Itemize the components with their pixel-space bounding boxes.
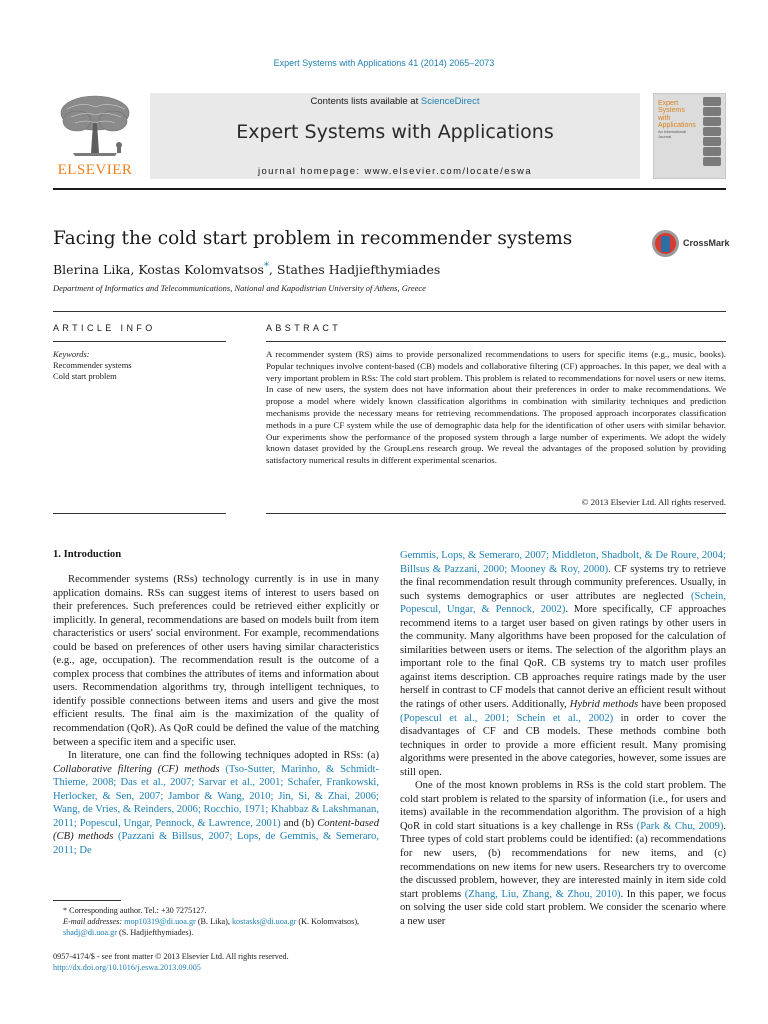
article-info-heading: ARTICLE INFO (53, 323, 156, 333)
cover-title: Expert Systems with Applications (658, 100, 696, 130)
author-list (53, 262, 440, 277)
elsevier-tree-logo (53, 93, 137, 179)
email-label: E-mail addresses: (63, 917, 125, 927)
sciencedirect-link[interactable]: ScienceDirect (420, 96, 480, 107)
email-link[interactable]: mop10319@di.uoa.gr (124, 917, 196, 927)
citation-link[interactable]: (Popescul et al., 2001; Schein et al., 2002) (400, 712, 614, 724)
intro-paragraph-3 (400, 779, 726, 928)
journal-reference-link[interactable]: Expert Systems with Applications 41 (2014) 2065–2073 (273, 58, 495, 68)
issn-line: 0957-4174/$ - see front matter © 2013 Elsevier Ltd. All rights reserved. (53, 952, 289, 961)
paragraph-text: . More specifically, CF approaches recommend items to a target user based on given ratings by other users in the community. Many algorithms have been proposed for the calculation of similarities between users or items. The selection of the algorithm plays an important role to the final QoR. CB systems try to match user profiles against items description. CB approaches require ratings made by the user herself in contrast to CF models that cannot derive an efficient result without the ratings of other users. Additionally, (400, 604, 727, 711)
abstract-bottom-rule (266, 513, 726, 514)
journal-cover-thumbnail (653, 93, 726, 179)
citation-link[interactable]: Gemmis, Lops, & Semeraro, 2007; Middleton, Shadbolt, & De Roure, 2004; Billsus & Pazzani, 2000; Mooney & Roy, 2000). (400, 550, 726, 575)
crossmark-label: CrossMark (683, 238, 730, 248)
cover-icon (703, 117, 721, 126)
affiliation: Department of Informatics and Telecommunications, National and Kapodistrian University of Athens, Greece (53, 283, 426, 293)
abstract-copyright: © 2013 Elsevier Ltd. All rights reserved. (581, 497, 726, 507)
journal-homepage[interactable]: journal homepage: www.elsevier.com/locate/eswa (257, 166, 533, 177)
citation-link[interactable]: (Park & Chu, 2009) (636, 820, 724, 832)
cover-icon (703, 107, 721, 116)
abstract-text: A recommender system (RS) aims to provide personalized recommendations to users for specific items (e.g., music, books). Popular techniques involve content-based (CB) models and collaborative filtering (CF) approaches. In this paper, we deal with a very important problem in RSs: The cold start problem. This problem is related to recommendations for novel users or new items. In case of new users, the system does not have information about their preferences in order to make recommendations. We propose a model where widely known classification algorithms in combination with similarity techniques and prediction mechanisms provide the necessary means for retrieving recommendations. The proposed approach incorporates classification methods in a pure CF system while the use of demographic data help for the identification of other users with similar behavior. Our experiments show the performance of the proposed system through a large number of experiments. We adopt the widely known dataset provided by the GroupLens research group. We reveal the advantages of the proposed solution by providing satisfactory numerical results in different experimental scenarios. (266, 349, 726, 466)
email-link[interactable]: kostasks@di.uoa.gr (231, 917, 297, 927)
footnote-rule (53, 900, 121, 901)
journal-title: Expert Systems with Applications (236, 121, 554, 143)
introduction-heading: 1. Introduction (53, 549, 122, 560)
cover-icon-strip (701, 96, 723, 167)
paragraph-text: . Three types of cold start problems could be identified: (a) recommendations for new users, (b) recommendations for new items, and (c) recommendations on new items for new users. Researchers try to overcome the discussed problem, however, they are interested mainly in item side cold start problems (400, 820, 726, 900)
bottom-meta (53, 951, 289, 973)
citation-link[interactable]: (Tso-Sutter, Marinho, & Schmidt-Thieme, 2008; Das et al., 2007; Sarvar et al., 2001; Schafer, Frankowski, Herlocker, & Sen, 2007; Jambor & Wang, 2010; Jin, Si, & Zhai, 2006; Wang, de Vries, & Reinders, 2006; Rocchio, 1971; Khabbaz & Lakshmanan, 2011; Popescul, Ungar, Pennock, & Lawrence, 2001) (53, 763, 379, 829)
paragraph-text: have been proposed (638, 699, 726, 711)
corresponding-author-marker[interactable]: * (263, 260, 269, 272)
email-owner: (B. Lika), (195, 917, 232, 927)
paragraph-text: . In this paper, we focus on solving the user side cold start problem. We consider the scenario where a new user (400, 888, 726, 927)
intro-paragraph-2-continued (400, 549, 726, 779)
body-column-left (53, 573, 379, 857)
article-info-rule (53, 341, 226, 342)
intro-paragraph-1: Recommender systems (RSs) technology currently is in use in many application domains. RSs can suggest items of interest to users based on their preferences. Such preferences could be retrieved either explicitly or implicitly. In general, recommendations are based on models built from item characteristics or users' social environment. For example, recommendations could be based on preferences of other users having similar characteristics (e.g., age, occupation). The recommendation result is the outcome of a complex process that combines the attributes of items and information about users. Recommendation algorithms try, through intelligent techniques, to identify possible connections between items and users and give the most efficient results. The final aim is the maximization of the quality of recommendation (QoR). As QoR could be defined the value of the matching between a specific item and a specific user. (53, 574, 379, 748)
cover-icon (703, 157, 721, 166)
section-divider (53, 311, 726, 312)
cover-icon (703, 127, 721, 136)
citation-link[interactable]: (Pazzani & Billsus, 2007; Lops, de Gemmis, & Semeraro, 2011; De (53, 831, 379, 856)
publisher-wordmark: ELSEVIER (57, 162, 133, 178)
cover-icon (703, 97, 721, 106)
keyword-item: Recommender systems (53, 360, 132, 370)
crossmark-icon (652, 230, 679, 257)
paragraph-text: One of the most known problems in RSs is the cold start problem. The cold start problem is related to the sparsity of information (i.e., for users and items) available in the recommendation algorithm. The provision of a high QoR in cold start situations is a key challenge in RSs (400, 780, 726, 832)
keyword-item: Cold start problem (53, 371, 117, 381)
cover-icon (703, 137, 721, 146)
crossmark-button[interactable] (652, 229, 732, 259)
email-link[interactable]: shadj@di.uoa.gr (63, 928, 117, 938)
email-addresses (53, 916, 379, 938)
doi-link[interactable]: http://dx.doi.org/10.1016/j.eswa.2013.09.005 (53, 963, 201, 973)
masthead-rule (53, 188, 726, 190)
masthead-center-band (150, 93, 640, 179)
body-column-right (400, 549, 726, 928)
paragraph-text: In literature, one can find the following techniques adopted in RSs: (a) (68, 750, 379, 762)
term-cf-methods: Collaborative filtering (CF) methods (53, 763, 220, 775)
corresponding-author-note: * Corresponding author. Tel.: +30 7275127. (63, 906, 207, 915)
contents-prefix: Contents lists available at (310, 96, 421, 107)
article-title: Facing the cold start problem in recommender systems (53, 228, 573, 249)
journal-masthead (53, 93, 726, 179)
author-name: Kostas Kolomvatsos (138, 262, 264, 277)
term-cb-methods: Content-based (CB) methods (53, 817, 380, 843)
term-hybrid-methods: Hybrid methods (569, 699, 639, 711)
author-name: Blerina Lika, (53, 262, 139, 277)
cover-subtitle: An International Journal (658, 129, 687, 139)
paragraph-text: in order to cover the disadvantages of CF and CB models. These methods combine both techniques in order to provide a more efficient result. Many promising algorithms were presented in the above categories, however, some issues are still open. (400, 712, 726, 778)
author-name: , Stathes Hadjiefthymiades (268, 262, 441, 277)
info-bottom-rule (53, 513, 226, 514)
citation-link[interactable]: (Zhang, Liu, Zhang, & Zhou, 2010) (464, 888, 621, 900)
citation-link[interactable]: (Schein, Popescul, Ungar, & Pennock, 2002) (400, 590, 726, 616)
intro-paragraph-2 (53, 749, 379, 857)
email-owner: (K. Kolomvatsos), (296, 917, 360, 927)
email-owner: (S. Hadjiefthymiades). (116, 928, 194, 938)
contents-availability (150, 96, 640, 107)
cover-icon (703, 147, 721, 156)
paragraph-text: CF systems try to retrieve the final recommendation result through community preferences. Usually, in such systems demographics or user attributes are neglected (400, 563, 726, 602)
footnotes (53, 905, 379, 939)
abstract-heading: ABSTRACT (266, 323, 342, 333)
tree-icon (53, 93, 137, 159)
keywords-label: Keywords: (53, 349, 90, 359)
abstract-rule (266, 341, 726, 342)
paragraph-text: and (b) (280, 817, 318, 829)
